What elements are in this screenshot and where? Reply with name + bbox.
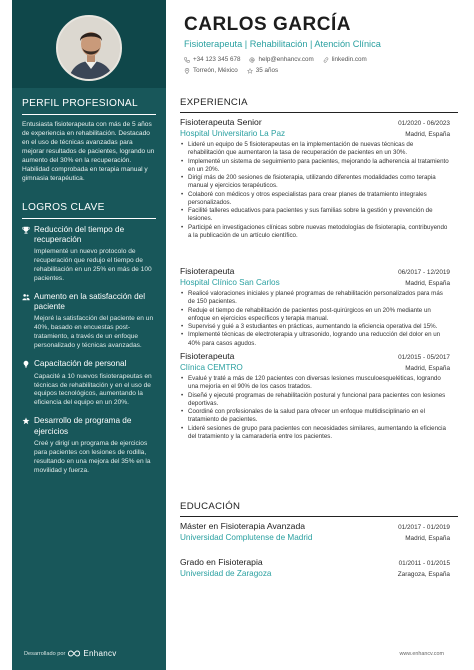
age-info	[247, 67, 278, 74]
trophy-icon	[22, 226, 30, 234]
job-dates: 01/2020 - 06/2023	[398, 120, 450, 127]
achievement-title: Capacitación de personal	[34, 359, 127, 369]
phone-contact[interactable]	[184, 56, 240, 63]
school-name: Universidad Complutense de Madrid	[180, 533, 313, 542]
job-company: Hospital Clínico San Carlos	[180, 278, 280, 287]
job-dates: 06/2017 - 12/2019	[398, 269, 450, 276]
achievement-desc: Mejoré la satisfacción del paciente en un 40%, basado en encuestas post-tratamiento, a través de un enfoque personalizado y técnicas avanzadas.	[34, 315, 154, 350]
linkedin-contact[interactable]	[323, 56, 367, 63]
education-entry	[180, 557, 450, 578]
brand-name: Enhancv	[83, 649, 117, 658]
education-entry	[180, 521, 450, 542]
profile-text: Entusiasta fisioterapeuta con más de 5 años de experiencia en rehabilitación. Destacado en el uso de técnicas avanzadas para mejorar resultados de pacientes, logrando un aumento del 30% en la recuperación. Habilidad comprobada en terapia manual y gimnasia terapéutica.	[22, 121, 155, 182]
degree-title: Máster en Fisioterapia Avanzada	[180, 521, 305, 531]
job-bullet: • Implementé técnicas de electroterapia y ultrasonido, logrando una reducción del dolor en un 40% para casos agudos.	[180, 331, 450, 348]
job-company: Clínica CEMTRO	[180, 363, 243, 372]
job-bullet: • Reduje el tiempo de rehabilitación de pacientes post-quirúrgicos en un 20% mediante un enfoque en ejercicios específicos y terapia manual.	[180, 307, 450, 324]
achievement-desc: Creé y dirigí un programa de ejercicios para pacientes con lesiones de rodilla, resultando en una mejora del 35% en la movilidad y fuerza.	[34, 439, 151, 474]
phone-icon	[184, 57, 190, 63]
sidebar	[12, 0, 166, 670]
job-bullet: • Coordiné con profesionales de la salud para ofrecer un enfoque multidisciplinario en el tratamiento de pacientes.	[180, 408, 450, 425]
developed-by-label: Desarrollado por	[24, 650, 66, 657]
main-content	[180, 0, 460, 670]
location-pin-icon	[184, 68, 190, 74]
linkedin-text: linkedin.com	[331, 56, 367, 63]
job-entry	[180, 117, 450, 240]
achievement-item	[22, 416, 156, 475]
sidebar-footer	[24, 649, 117, 658]
achievement-item	[22, 292, 156, 351]
job-bullet: • Realicé valoraciones iniciales y planeé programas de rehabilitación personalizados para más de 150 pacientes.	[180, 290, 450, 307]
job-bullet: • Participé en investigaciones clínicas sobre nuevas metodologías de fisioterapia, contribuyendo a la publicación de un artículo científico.	[180, 224, 450, 241]
job-bullet: • Facilité talleres educativos para pacientes y sus familias sobre la gestión y prevención de lesiones.	[180, 207, 450, 224]
job-bullets	[180, 375, 450, 441]
avatar	[56, 15, 122, 81]
location-info	[184, 67, 238, 74]
headline: Fisioterapeuta | Rehabilitación | Atención Clínica	[184, 39, 381, 49]
profile-section	[12, 98, 166, 184]
star-icon	[22, 417, 30, 425]
email-contact[interactable]	[249, 56, 313, 63]
job-bullet: • Diseñé y ejecuté programas de rehabilitación postural y funcional para pacientes con lesiones deportivas.	[180, 392, 450, 409]
profile-title: PERFIL PROFESIONAL	[22, 98, 156, 115]
achievement-title: Desarrollo de programa de ejercicios	[34, 416, 132, 436]
job-bullet: • Colaboré con médicos y otros especialistas para crear planes de tratamiento integrales personalizados.	[180, 191, 450, 208]
achievement-desc: Capacité a 10 nuevos fisioterapeutas en técnicas de rehabilitación y en el uso de equipos tecnológicos, aumentando la eficiencia del equipo en un 20%.	[34, 372, 152, 407]
job-company: Hospital Universitario La Paz	[180, 129, 286, 138]
degree-dates: 01/2017 - 01/2019	[398, 524, 450, 531]
job-title: Fisioterapeuta Senior	[180, 117, 262, 127]
school-location: Madrid, España	[405, 535, 450, 542]
job-title: Fisioterapeuta	[180, 266, 235, 276]
lightbulb-icon	[22, 360, 30, 368]
degree-title: Grado en Fisioterapia	[180, 557, 263, 567]
sidebar-header	[12, 0, 166, 88]
job-entry	[180, 266, 450, 348]
phone-text: +34 123 345 678	[193, 56, 241, 63]
job-location: Madrid, España	[405, 131, 450, 138]
experience-title: EXPERIENCIA	[180, 97, 458, 113]
contact-info	[184, 56, 454, 78]
achievements-section	[12, 202, 166, 476]
job-bullets	[180, 290, 450, 348]
enhancv-logo-icon	[68, 650, 80, 657]
at-icon	[249, 57, 255, 63]
footer-site-link[interactable]: www.enhancv.com	[399, 651, 444, 657]
school-location: Zaragoza, España	[397, 571, 450, 578]
job-bullet: • Dirigí más de 200 sesiones de fisioterapia, utilizando diferentes modalidades como terapia manual y ejercicios terapéuticos.	[180, 174, 450, 191]
job-bullet: • Supervisé y guié a 3 estudiantes en prácticas, aumentando la eficiencia operativa del 15%.	[180, 323, 450, 331]
star-outline-icon	[247, 68, 253, 74]
avatar-photo	[58, 17, 122, 81]
achievement-desc: Implementé un nuevo protocolo de recuperación que redujo el tiempo de rehabilitación en un 25% en más de 100 pacientes.	[34, 248, 152, 283]
job-bullet: • Implementé un sistema de seguimiento para pacientes, mejorando la adherencia al tratamiento en un 20%.	[180, 158, 450, 175]
link-icon	[323, 57, 329, 63]
achievements-title: LOGROS CLAVE	[22, 202, 156, 219]
achievement-item	[22, 225, 156, 284]
candidate-name: CARLOS GARCÍA	[184, 14, 351, 35]
job-bullet: • Evalué y traté a más de 120 pacientes con diversas lesiones musculoesqueléticas, logrando una mejoría en el 90% de los casos tratados.	[180, 375, 450, 392]
job-location: Madrid, España	[405, 365, 450, 372]
job-entry	[180, 351, 450, 441]
job-location: Madrid, España	[405, 280, 450, 287]
school-name: Universidad de Zaragoza	[180, 569, 272, 578]
job-bullet: • Lideré sesiones de grupo para pacientes con necesidades similares, aumentando la eficiencia del tratamiento y la camaradería entre los pacientes.	[180, 425, 450, 442]
job-dates: 01/2015 - 05/2017	[398, 354, 450, 361]
achievement-title: Reducción del tiempo de recuperación	[34, 224, 125, 244]
achievement-title: Aumento en la satisfacción del paciente	[34, 291, 146, 312]
location-text: Torreón, México	[193, 67, 238, 74]
people-icon	[22, 293, 30, 301]
job-bullets	[180, 141, 450, 240]
email-text: help@enhancv.com	[258, 56, 314, 63]
job-bullet: • Lideré un equipo de 5 fisioterapeutas en la implementación de nuevas técnicas de rehabilitación que aumentaron la tasa de recuperación de pacientes en un 30%.	[180, 141, 450, 158]
age-text: 35 años	[255, 67, 279, 74]
job-title: Fisioterapeuta	[180, 351, 235, 361]
degree-dates: 01/2011 - 01/2015	[398, 560, 450, 567]
achievement-item	[22, 359, 156, 408]
education-title: EDUCACIÓN	[180, 501, 458, 517]
